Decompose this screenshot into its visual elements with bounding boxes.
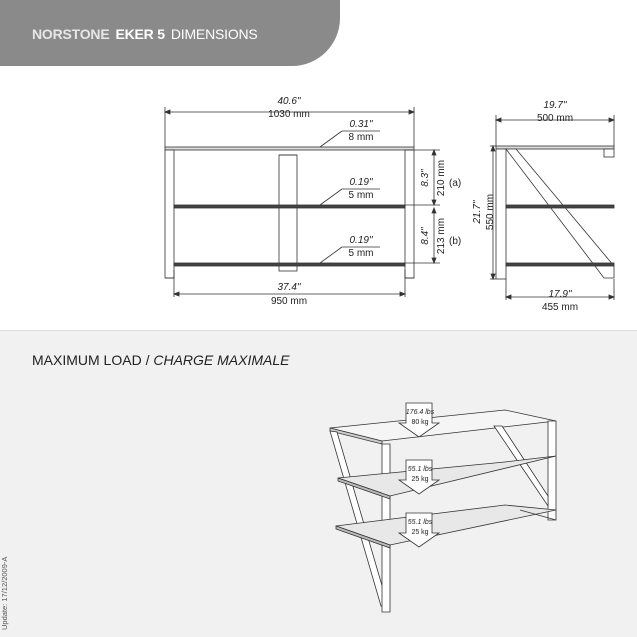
side-depth-in: 19.7" (543, 100, 567, 111)
front-width-mm: 1030 mm (268, 109, 310, 120)
load-top-kg: 80 kg (411, 419, 429, 426)
top-thickness-mm: 8 mm (348, 132, 374, 143)
gap-b-mm: 213 mm (436, 217, 447, 255)
shelf2-thickness-in: 0.19" (349, 235, 373, 246)
inner-width-in: 37.4" (277, 282, 301, 293)
shelf2-thickness-mm: 5 mm (348, 248, 374, 259)
side-view (490, 115, 614, 300)
load-illustration (330, 410, 556, 612)
load-title-fr: CHARGE MAXIMALE (153, 352, 290, 368)
base-depth-in: 17.9" (548, 289, 572, 300)
shelf1-thickness-in: 0.19" (349, 177, 373, 188)
load-bot-lbs: 55.1 lbs (407, 519, 433, 526)
gap-a-mm: 210 mm (436, 159, 447, 197)
load-title-en: MAXIMUM LOAD (32, 352, 142, 368)
gap-a-in: 8.3" (420, 169, 431, 187)
model-name: EKER 5 (115, 26, 165, 42)
front-view (165, 107, 440, 297)
load-top-lbs: 176.4 lbs (405, 409, 435, 416)
load-mid-lbs: 55.1 lbs (407, 466, 433, 473)
update-stamp: Update: 17/12/2009-A (0, 556, 9, 630)
side-height-mm: 550 mm (485, 193, 496, 231)
load-title-sep: / (141, 352, 154, 368)
load-bot-kg: 25 kg (411, 529, 429, 536)
gap-a-label: (a) (449, 178, 462, 189)
load-mid-kg: 25 kg (411, 476, 429, 483)
base-depth-mm: 455 mm (541, 302, 579, 313)
side-height-in: 21.7" (472, 200, 483, 224)
inner-width-mm: 950 mm (270, 296, 308, 307)
shelf1-thickness-mm: 5 mm (348, 190, 374, 201)
brand-name: NORSTONE (32, 26, 110, 42)
top-thickness-in: 0.31" (349, 119, 373, 130)
side-depth-mm: 500 mm (536, 113, 574, 124)
section-name: DIMENSIONS (170, 26, 258, 42)
gap-b-in: 8.4" (420, 227, 431, 245)
front-width-in: 40.6" (277, 96, 301, 107)
gap-b-label: (b) (449, 236, 462, 247)
load-title (32, 352, 290, 368)
